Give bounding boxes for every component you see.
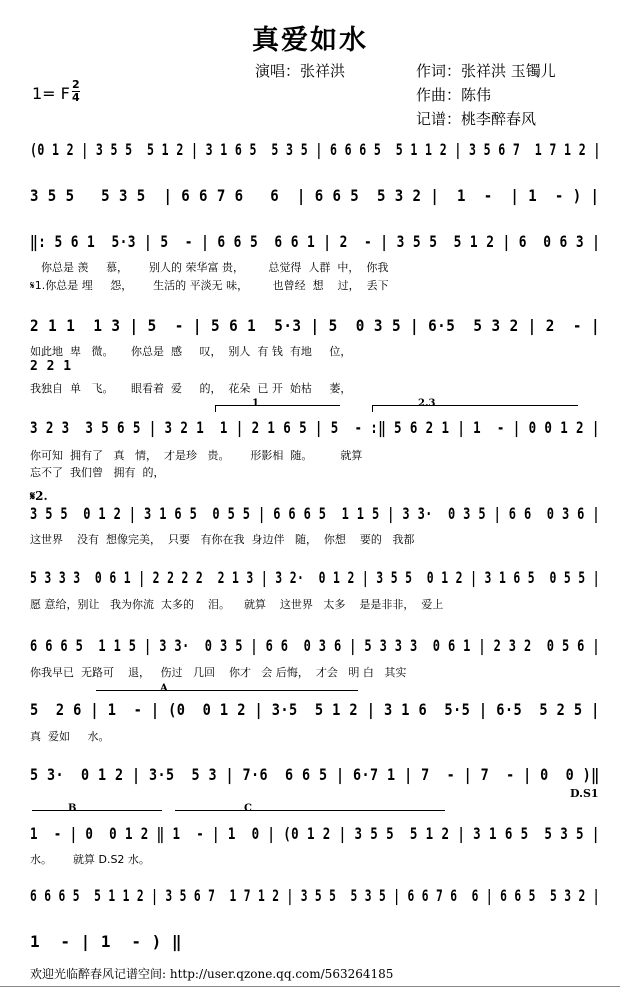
lyric-line: 水。 就算 D.S2 水。: [30, 853, 150, 866]
score-row: 6 6 6 5 5 1 1 2 | 3 5 6 7 1 7 1 2 | 3 5 5 5 3 5 | 6 6 7 6 6 | 6 6 5 5 3 2 |: [30, 886, 600, 905]
transcriber-credit: 记谱：桃李醉春风: [416, 110, 537, 128]
score-row: 5 3· 0 1 2 | 3·5 5 3 | 7·6 6 6 5 | 6·7 1 | 7 - | 7 - | 0 0 )‖: [30, 765, 600, 784]
section-a-label: A: [160, 683, 168, 694]
section-c-label: C: [244, 803, 252, 814]
volta-1-bracket: [215, 405, 340, 406]
lyric-line: 你总是 羡 慕， 别人的 荣华富 贵， 总觉得 人群 中， 你我: [34, 261, 389, 274]
lyric-line: 如此地 卑 微。 你总是 感 叹， 别人 有 钱 有地 位，: [30, 345, 352, 358]
lyric-line: 这世界 没有 想像完美， 只要 有你在我 身边伴 随， 你想 要的 我都: [30, 533, 415, 546]
score-row: 3 5 5 5 3 5 | 6 6 7 6 6 | 6 6 5 5 3 2 | 1 - | 1 - ) |: [30, 186, 600, 205]
lyric-line: 愿 意给，别让 我为你流 太多的 泪。 就算 这世界 太多 是是非非， 爱上: [30, 598, 444, 611]
score-row: 3 5 5 0 1 2 | 3 1 6 5 0 5 5 | 6 6 6 5 1 1 5 | 3 3· 0 3 5 | 6 6 0 3 6 |: [30, 504, 600, 523]
score-row: (0 1 2 | 3 5 5 5 1 2 | 3 1 6 5 5 3 5 | 6 6 6 5 5 1 1 2 | 3 5 6 7 1 7 1 2 |: [30, 140, 601, 159]
section-b-bracket: [32, 810, 162, 811]
lyric-line: 我独自 单 飞。 眼看着 爱 的， 花朵 已 开 始枯 萎，: [30, 382, 352, 395]
volta-1-tick: [215, 405, 216, 412]
volta-23-tick: [372, 405, 373, 412]
time-signature: [72, 79, 80, 104]
score-row: 1 - | 0 0 1 2 ‖ 1 - | 1 0 | (0 1 2 | 3 5 5 5 1 2 | 3 1 6 5 5 3 5 |: [30, 824, 600, 843]
bottom-divider: [0, 986, 620, 987]
time-sig-bottom: 4: [72, 91, 80, 104]
composer-credit: 作曲：陈伟: [416, 86, 492, 104]
lyric-line: 忘不了 我们曾 拥有 的，: [30, 466, 165, 479]
score-row: 1 - | 1 - ) ‖: [30, 932, 182, 951]
volta-23-label: 2.3: [418, 398, 436, 409]
lyricist-credit: 作词：张祥洪 玉镯儿: [416, 62, 556, 80]
singer-credit: 演唱：张祥洪: [255, 62, 346, 80]
alt-notes: 2 2 1: [30, 359, 72, 374]
score-row: ‖: 5 6 1 5·3 | 5 - | 6 6 5 6 6 1 | 2 - | 3 5 5 5 1 2 | 6 0 6 3 |: [30, 232, 601, 251]
score-row: 5 2 6 | 1 - | (0 0 1 2 | 3·5 5 1 2 | 3 1 6 5·5 | 6·5 5 2 5 |: [30, 700, 600, 719]
score-row: 2 1 1 1 3 | 5 - | 5 6 1 5·3 | 5 0 3 5 | 6·5 5 3 2 | 2 - |: [30, 316, 601, 335]
key-signature: 1= F: [32, 84, 70, 103]
volta-23-bracket: [372, 405, 578, 406]
song-title: 真爱如水: [252, 25, 368, 56]
lyric-line: 𝄋1.你总是 埋 怨， 生活的 平淡无 味， 也曾经 想 过， 丢下: [30, 279, 389, 292]
time-sig-top: 2: [72, 78, 80, 91]
section-b-label: B: [68, 803, 77, 814]
score-row: 6 6 6 5 1 1 5 | 3 3· 0 3 5 | 6 6 0 3 6 | 5 3 3 3 0 6 1 | 2 3 2 0 5 6 |: [30, 636, 600, 655]
score-row: 5 3 3 3 0 6 1 | 2 2 2 2 2 1 3 | 3 2· 0 1 2 | 3 5 5 0 1 2 | 3 1 6 5 0 5 5 |: [30, 568, 600, 587]
lyric-line: 你我早已 无路可 退， 伤过 几回 你才 会 后悔， 才会 明 白 其实: [30, 666, 407, 679]
segno-2-mark: 𝄋2.: [30, 489, 48, 503]
section-c-bracket: [175, 810, 445, 811]
ds1-mark: D.S1: [570, 787, 599, 800]
volta-1-label: 1: [252, 398, 259, 409]
lyric-line: 你可知 拥有了 真 情， 才是珍 贵。 形影相 随。 就算: [30, 449, 363, 462]
score-row: 3 2 3 3 5 6 5 | 3 2 1 1 | 2 1 6 5 | 5 - :‖ 5 6 2 1 | 1 - | 0 0 1 2 |: [30, 418, 600, 437]
footer-text: 欢迎光临醉春风记谱空间: http://user.qzone.qq.com/563264185: [30, 967, 394, 981]
lyric-line: 真 爱如 水。: [30, 730, 110, 743]
section-a-bracket: [96, 690, 358, 691]
